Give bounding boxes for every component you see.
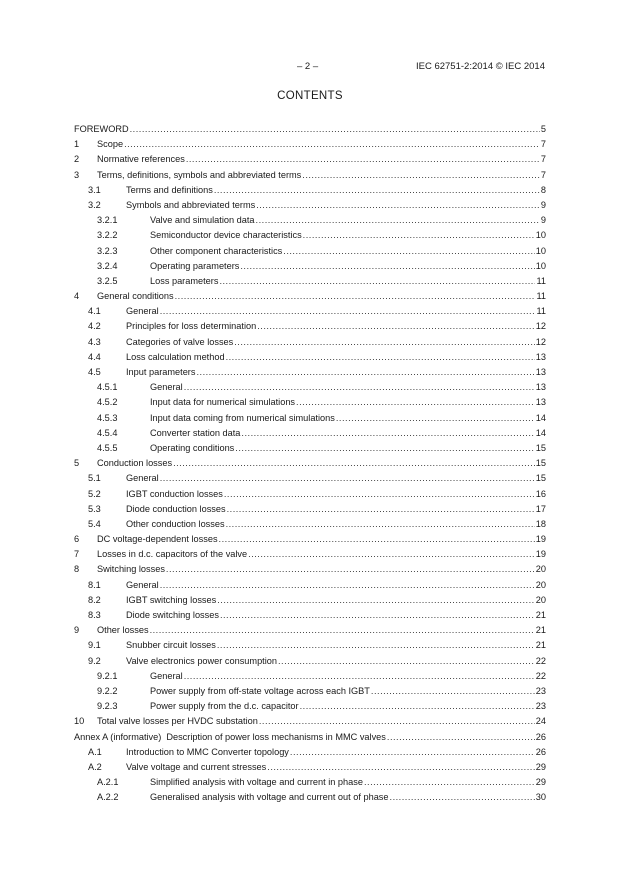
toc-entry-title: General: [150, 670, 183, 681]
toc-entry-page: 23: [535, 685, 546, 696]
toc-entry[interactable]: [74, 380, 546, 395]
toc-entry-page: 26: [535, 731, 546, 742]
toc-entry[interactable]: [74, 213, 546, 228]
toc-entry-title: Power supply from the d.c. capacitor: [150, 701, 299, 712]
toc-entry-page: 29: [535, 761, 546, 772]
toc-entry-number: 7: [74, 549, 80, 560]
toc-entry[interactable]: [74, 183, 546, 198]
toc-entry-page: 19: [535, 534, 546, 545]
page-title: CONTENTS: [277, 90, 343, 102]
toc-entry-number: 3: [74, 169, 80, 180]
dot-leader: [364, 775, 535, 790]
dot-leader: [241, 426, 534, 441]
toc-entry[interactable]: [74, 304, 546, 319]
toc-entry-number: 1: [74, 139, 80, 150]
toc-entry[interactable]: [74, 289, 546, 304]
toc-entry[interactable]: [74, 669, 546, 684]
toc-entry-title: Input data coming from numerical simulations: [150, 412, 335, 423]
toc-entry-page: 21: [535, 640, 546, 651]
dot-leader: [267, 760, 535, 775]
toc-entry-page: 22: [535, 655, 546, 666]
toc-entry-number: 3.2.5: [97, 275, 118, 286]
toc-entry[interactable]: [74, 790, 546, 805]
toc-entry[interactable]: [74, 608, 546, 623]
toc-entry-page: 30: [535, 792, 546, 803]
toc-entry-page: 15: [535, 458, 546, 469]
dot-leader: [173, 456, 535, 471]
toc-entry-number: 8.1: [88, 579, 101, 590]
toc-entry[interactable]: [74, 745, 546, 760]
toc-entry-number: 9.1: [88, 640, 101, 651]
toc-entry-title: General: [126, 579, 159, 590]
toc-entry-number: 4.5.4: [97, 427, 118, 438]
toc-entry[interactable]: [74, 760, 546, 775]
toc-entry-page: 11: [536, 306, 546, 317]
dot-leader: [256, 198, 540, 213]
dot-leader: [259, 714, 535, 729]
toc-entry-number: 5: [74, 458, 80, 469]
dot-leader: [160, 471, 535, 486]
dot-leader: [224, 487, 535, 502]
toc-entry-page: 7: [540, 169, 546, 180]
toc-entry-title: Introduction to MMC Converter topology: [126, 746, 289, 757]
toc-entry-title: General: [126, 306, 159, 317]
dot-leader: [371, 684, 535, 699]
toc-entry-title: Snubber circuit losses: [126, 640, 216, 651]
toc-entry[interactable]: [74, 441, 546, 456]
dot-leader: [186, 152, 540, 167]
dot-leader: [184, 380, 535, 395]
toc-entry-page: 20: [535, 564, 546, 575]
dot-leader: [124, 137, 540, 152]
toc-entry-page: 11: [536, 291, 546, 302]
standard-reference: IEC 62751-2:2014 © IEC 2014: [415, 61, 545, 72]
toc-entry[interactable]: [74, 228, 546, 243]
toc-entry-number: 3.2: [88, 199, 101, 210]
toc-entry-number: 8.3: [88, 610, 101, 620]
toc-entry[interactable]: [74, 426, 546, 441]
toc-entry-number: 9.2.1: [97, 670, 118, 681]
toc-entry-number: A.2.2: [97, 792, 119, 803]
dot-leader: [290, 745, 535, 760]
dot-leader: [300, 699, 535, 714]
toc-entry-page: 11: [536, 275, 546, 286]
toc-entry-number: 4.5.2: [97, 397, 118, 408]
toc-entry-number: 5.4: [88, 518, 101, 529]
toc-entry-number: 4.5.5: [97, 442, 118, 453]
toc-entry-page: 13: [535, 382, 546, 393]
toc-entry-title: Switching losses: [97, 564, 165, 575]
toc-entry[interactable]: [74, 562, 546, 577]
toc-entry-page: 13: [535, 397, 546, 408]
toc-entry-title: Other component characteristics: [150, 245, 283, 256]
toc-entry-title: Valve voltage and current stresses: [126, 761, 267, 772]
toc-entry[interactable]: [74, 623, 546, 638]
toc-entry-number: A.2.1: [97, 777, 119, 788]
toc-entry[interactable]: [74, 152, 546, 167]
toc-entry[interactable]: [74, 350, 546, 365]
dot-leader: [166, 562, 535, 577]
dot-leader: [196, 365, 534, 380]
toc-entry-title: Categories of valve losses: [126, 336, 234, 347]
dot-leader: [160, 304, 536, 319]
table-of-contents: [74, 122, 546, 805]
toc-entry-number: 9.2.3: [97, 701, 118, 712]
toc-entry-title: IGBT conduction losses: [126, 488, 223, 499]
toc-entry-title: Operating conditions: [150, 442, 235, 453]
toc-entry-number: 5.2: [88, 488, 101, 499]
toc-entry-title: IGBT switching losses: [126, 594, 217, 605]
dot-leader: [235, 441, 534, 456]
toc-entry-page: 10: [535, 230, 546, 241]
toc-entry-title: DC voltage-dependent losses: [97, 534, 218, 545]
toc-entry-title: Valve and simulation data: [150, 215, 255, 226]
toc-entry-page: 9: [540, 215, 546, 226]
toc-entry-title: Operating parameters: [150, 260, 240, 271]
toc-entry[interactable]: [74, 775, 546, 790]
toc-entry-page: 7: [540, 139, 546, 150]
dot-leader: [217, 638, 535, 653]
toc-entry-number: 4.3: [88, 336, 101, 347]
toc-entry-number: A.2: [88, 761, 102, 772]
toc-entry-number: 4.5: [88, 367, 101, 377]
toc-entry-number: A.1: [88, 746, 102, 757]
dot-leader: [303, 228, 535, 243]
toc-entry-page: 21: [535, 625, 546, 636]
dot-leader: [296, 395, 535, 410]
toc-entry-page: 24: [535, 716, 546, 727]
toc-entry-page: 22: [535, 670, 546, 681]
toc-entry[interactable]: [74, 714, 546, 729]
toc-entry[interactable]: [74, 593, 546, 608]
toc-entry-page: 26: [535, 746, 546, 757]
toc-entry-number: 9.2: [88, 655, 101, 666]
toc-entry-title: Input data for numerical simulations: [150, 397, 296, 408]
toc-entry-title: Normative references: [97, 154, 185, 165]
dot-leader: [184, 669, 535, 684]
dot-leader: [227, 502, 535, 517]
dot-leader: [150, 623, 535, 638]
toc-entry[interactable]: [74, 547, 546, 562]
toc-entry-number: 3.2.4: [97, 260, 118, 271]
toc-entry-page: 23: [535, 701, 546, 712]
toc-entry[interactable]: [74, 395, 546, 410]
dot-leader: [387, 730, 535, 745]
toc-entry-title: Principles for loss determination: [126, 321, 257, 332]
toc-entry-number: 3.1: [88, 184, 101, 195]
toc-entry[interactable]: [74, 471, 546, 486]
toc-entry[interactable]: [74, 517, 546, 532]
toc-entry[interactable]: [74, 274, 546, 289]
toc-entry-number: 9: [74, 625, 80, 636]
toc-entry[interactable]: [74, 319, 546, 334]
toc-entry[interactable]: [74, 502, 546, 517]
toc-entry-title: Scope: [97, 139, 124, 150]
toc-entry[interactable]: [74, 456, 546, 471]
toc-entry-page: 12: [535, 336, 546, 347]
toc-entry-title: Simplified analysis with voltage and current in phase: [150, 777, 363, 788]
toc-entry[interactable]: [74, 730, 546, 745]
toc-entry-page: 19: [535, 549, 546, 560]
toc-entry-title: Power supply from off-state voltage across each IGBT: [150, 685, 370, 696]
toc-entry-page: 29: [535, 777, 546, 788]
toc-entry-number: 3.2.1: [97, 215, 118, 226]
toc-entry-page: 10: [535, 260, 546, 271]
toc-entry-title: Other losses: [97, 625, 149, 636]
toc-entry[interactable]: [74, 335, 546, 350]
toc-entry-number: 4.4: [88, 351, 101, 362]
toc-entry-number: 4.2: [88, 321, 101, 332]
toc-entry-number: 3.2.2: [97, 230, 118, 241]
toc-entry-number: 6: [74, 534, 80, 545]
dot-leader: [130, 122, 540, 137]
toc-entry-page: 7: [540, 154, 546, 165]
toc-entry-number: 5.1: [88, 473, 101, 484]
toc-entry-page: 21: [535, 610, 546, 620]
toc-entry[interactable]: [74, 532, 546, 547]
toc-entry-page: 9: [540, 199, 546, 210]
toc-entry-page: 15: [535, 442, 546, 453]
toc-entry-page: 8: [540, 184, 546, 195]
toc-entry-page: 18: [535, 518, 546, 529]
dot-leader: [219, 532, 535, 547]
dot-leader: [302, 168, 540, 183]
toc-entry-title: Other conduction losses: [126, 518, 225, 529]
toc-entry[interactable]: [74, 487, 546, 502]
toc-entry-title: Semiconductor device characteristics: [150, 230, 302, 241]
toc-entry-title: General conditions: [97, 291, 174, 302]
dot-leader: [217, 593, 535, 608]
toc-entry-page: 20: [535, 579, 546, 590]
toc-entry-title: Diode switching losses: [126, 610, 219, 620]
toc-entry-title: Description of power loss mechanisms in MMC valves: [166, 731, 386, 742]
toc-entry-title: Symbols and abbreviated terms: [126, 199, 256, 210]
toc-entry-title: General: [150, 382, 183, 393]
dot-leader: [257, 319, 535, 334]
toc-entry-page: 16: [535, 488, 546, 499]
toc-entry[interactable]: [74, 684, 546, 699]
toc-entry-page: 14: [535, 427, 546, 438]
dot-leader: [240, 259, 534, 274]
toc-entry-number: 4.5.3: [97, 412, 118, 423]
toc-entry-title: Valve electronics power consumption: [126, 655, 277, 666]
toc-entry-title: Generalised analysis with voltage and current out of phase: [150, 792, 389, 803]
toc-entry-number: 2: [74, 154, 80, 165]
toc-entry-page: 5: [540, 124, 546, 134]
dot-leader: [226, 350, 535, 365]
toc-entry-page: 20: [535, 594, 546, 605]
toc-entry-title: Converter station data: [150, 427, 241, 438]
toc-entry-number: 10: [74, 716, 85, 727]
toc-entry[interactable]: [74, 411, 546, 426]
toc-entry-number: 8.2: [88, 594, 101, 605]
dot-leader: [214, 183, 540, 198]
toc-entry-number: 8: [74, 564, 80, 575]
toc-entry-number: 4.5.1: [97, 382, 118, 393]
dot-leader: [278, 654, 535, 669]
toc-entry-title: Conduction losses: [97, 458, 173, 469]
toc-entry-page: 10: [535, 245, 546, 256]
dot-leader: [336, 411, 535, 426]
toc-entry[interactable]: [74, 654, 546, 669]
dot-leader: [390, 790, 535, 805]
toc-entry-title: Loss parameters: [150, 275, 219, 286]
dot-leader: [219, 274, 535, 289]
toc-entry[interactable]: [74, 365, 546, 380]
toc-entry-title: FOREWORD: [74, 124, 129, 134]
dot-leader: [256, 213, 540, 228]
dot-leader: [283, 244, 535, 259]
toc-entry-number: 4: [74, 291, 80, 302]
toc-entry-number: 5.3: [88, 503, 101, 514]
toc-entry-title: Losses in d.c. capacitors of the valve: [97, 549, 248, 560]
dot-leader: [234, 335, 535, 350]
toc-entry-number: 3.2.3: [97, 245, 118, 256]
toc-entry[interactable]: [74, 699, 546, 714]
toc-entry-number: Annex A (informative): [74, 731, 162, 742]
toc-entry-title: Diode conduction losses: [126, 503, 226, 514]
dot-leader: [220, 608, 535, 623]
dot-leader: [226, 517, 535, 532]
dot-leader: [175, 289, 536, 304]
toc-entry-page: 12: [535, 321, 546, 332]
toc-entry-title: Input parameters: [126, 367, 196, 377]
toc-entry-page: 15: [535, 473, 546, 484]
toc-entry-number: 9.2.2: [97, 685, 118, 696]
toc-entry[interactable]: [74, 198, 546, 213]
toc-entry-title: Terms and definitions: [126, 184, 213, 195]
page-number: – 2 –: [297, 61, 319, 72]
toc-entry-page: 14: [535, 412, 546, 423]
toc-entry[interactable]: [74, 244, 546, 259]
toc-entry[interactable]: [74, 578, 546, 593]
toc-entry-title: Loss calculation method: [126, 351, 225, 362]
toc-entry-number: 4.1: [88, 306, 101, 317]
toc-entry-title: Terms, definitions, symbols and abbreviated terms: [97, 169, 302, 180]
dot-leader: [160, 578, 535, 593]
dot-leader: [248, 547, 535, 562]
toc-entry[interactable]: [74, 638, 546, 653]
toc-entry-page: 13: [535, 367, 546, 377]
toc-entry-title: Total valve losses per HVDC substation: [97, 716, 258, 727]
toc-entry[interactable]: [74, 122, 546, 137]
toc-entry-page: 17: [535, 503, 546, 514]
toc-entry[interactable]: [74, 137, 546, 152]
toc-entry-page: 13: [535, 351, 546, 362]
toc-entry[interactable]: [74, 259, 546, 274]
toc-entry[interactable]: [74, 168, 546, 183]
toc-entry-title: General: [126, 473, 159, 484]
